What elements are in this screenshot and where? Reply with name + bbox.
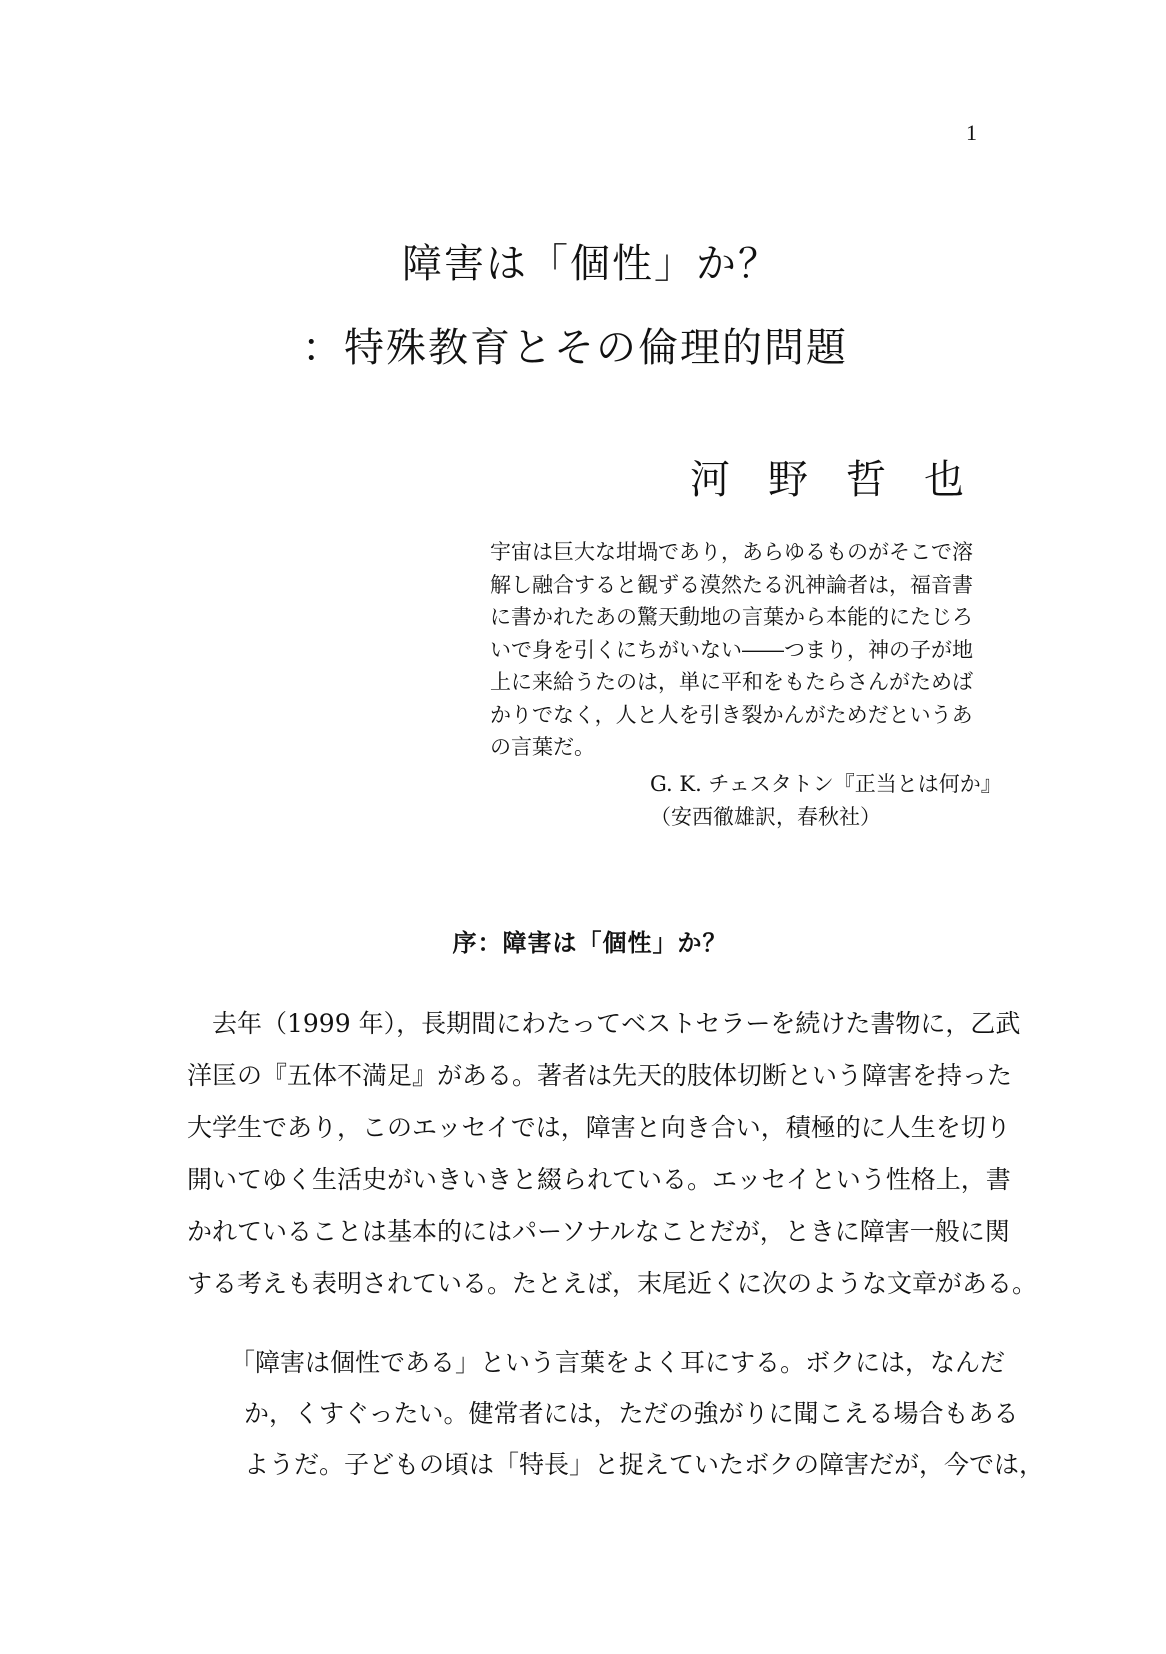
quote-line: 「障害は個性である」という言葉をよく耳にする。ボクには，なんだ: [230, 1348, 1006, 1377]
quote-line: ようだ。子どもの頃は「特長」と捉えていたボクの障害だが，今では，: [244, 1450, 1045, 1479]
section-heading: 序：障害は「個性」か？: [452, 929, 728, 957]
paragraph-line: かれていることは基本的にはパーソナルなことだが，ときに障害一般に関: [187, 1217, 1010, 1246]
epigraph-source: [650, 768, 1002, 833]
epigraph-line: 宇宙は巨大な坩堝であり，あらゆるものがそこで溶: [490, 540, 973, 564]
epigraph-source-line: （安西徹雄訳，春秋社）: [650, 804, 881, 829]
paragraph-line: 大学生であり，このエッセイでは，障害と向き合い，積極的に人生を切り: [187, 1113, 1011, 1142]
author-name: 河野哲也: [690, 457, 1002, 503]
epigraph-line: いで身を引くにちがいない――つまり，神の子が地: [490, 637, 973, 662]
epigraph-line: の言葉だ。: [490, 735, 595, 759]
epigraph-line: かりでなく，人と人を引き裂かんがためだというあ: [490, 702, 973, 727]
epigraph-line: 解し融合すると観ずる漠然たる汎神論者は，福音書: [490, 572, 973, 597]
page-subtitle: ：特殊教育とその倫理的問題: [302, 325, 848, 371]
quote-line: か，くすぐったい。健常者には，ただの強がりに聞こえる場合もある: [244, 1399, 1019, 1428]
page-title: 障害は「個性」か？: [402, 241, 780, 287]
epigraph-source-line: G. K. チェスタトン『正当とは何か』: [650, 772, 1002, 796]
block-quote: [230, 1337, 1045, 1490]
epigraph-line: 上に来給うたのは，単に平和をもたらさんがためば: [490, 670, 973, 694]
body-paragraph: [187, 998, 1038, 1310]
page-number: 1: [966, 120, 977, 145]
paragraph-line: する考えも表明されている。たとえば，末尾近くに次のような文章がある。: [187, 1269, 1038, 1298]
paragraph-line: 去年（1999 年），長期間にわたってベストセラーを続けた書物に，乙武: [212, 1009, 1021, 1038]
epigraph-line: に書かれたあの驚天動地の言葉から本能的にたじろ: [490, 605, 973, 629]
epigraph: [490, 536, 1010, 764]
paragraph-line: 開いてゆく生活史がいきいきと綴られている。エッセイという性格上，書: [187, 1165, 1011, 1194]
paragraph-line: 洋匡の『五体不満足』がある。著者は先天的肢体切断という障害を持った: [187, 1061, 1013, 1090]
